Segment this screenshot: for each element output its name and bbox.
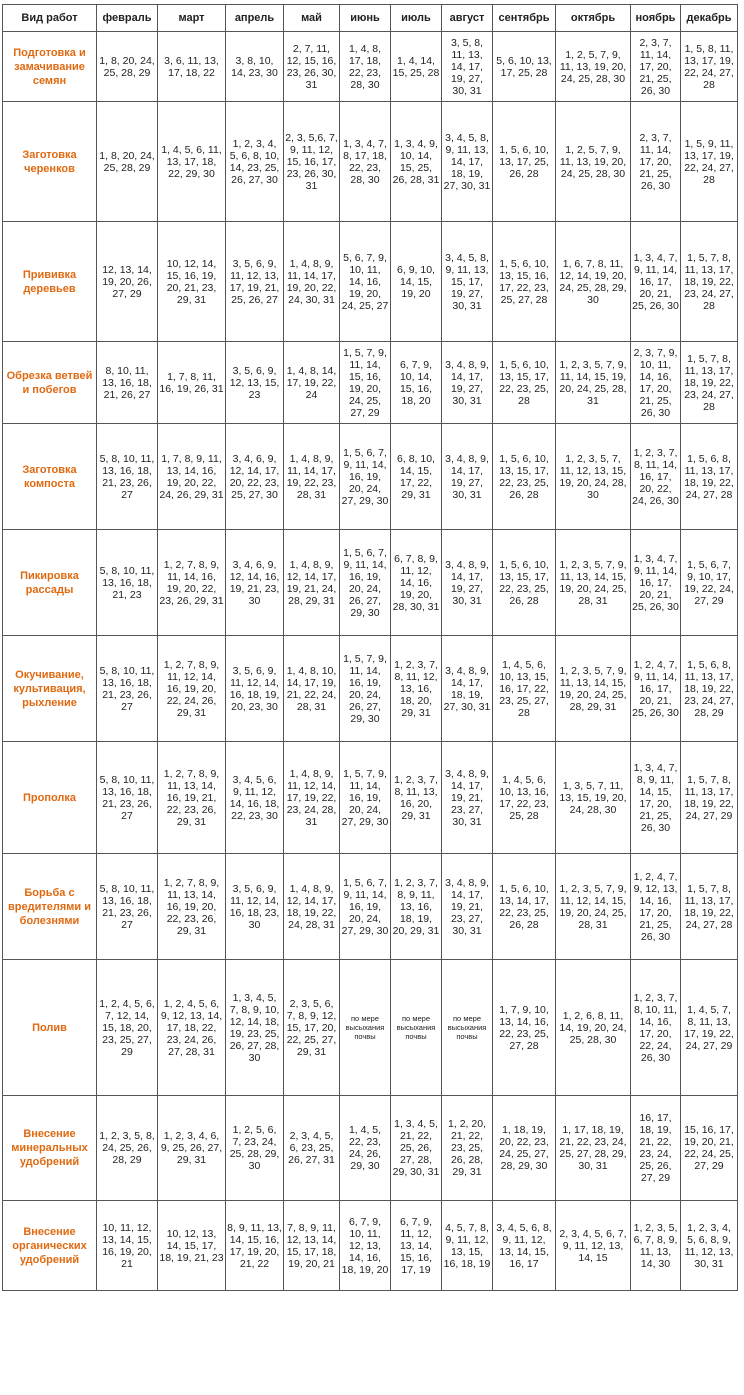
table-row (3, 636, 738, 742)
days-cell: 5, 8, 10, 11, 13, 16, 18, 21, 23, 26, 27 (97, 854, 158, 960)
days-cell: 1, 2, 7, 8, 9, 11, 12, 14, 16, 19, 20, 22, 24, 26, 29, 31 (158, 636, 226, 742)
header-cell: август (442, 5, 493, 32)
days-cell: 1, 4, 5, 22, 23, 24, 26, 29, 30 (340, 1096, 391, 1201)
days-cell: 1, 4, 14, 15, 25, 28 (391, 32, 442, 102)
days-cell: 15, 16, 17, 19, 20, 21, 22, 24, 25, 27, 29 (681, 1096, 738, 1201)
days-cell: 1, 3, 4, 7, 8, 17, 18, 22, 23, 28, 30 (340, 102, 391, 222)
days-cell: 5, 8, 10, 11, 13, 16, 18, 21, 23 (97, 530, 158, 636)
days-cell: 1, 7, 9, 10, 13, 14, 16, 22, 23, 25, 27, 28 (493, 960, 556, 1096)
table-row (3, 222, 738, 342)
work-type-cell: Пикировка рассады (3, 530, 97, 636)
header-cell: июнь (340, 5, 391, 32)
days-cell: 1, 2, 3, 5, 7, 9, 11, 13, 14, 15, 19, 20, 24, 25, 28, 29, 31 (556, 636, 631, 742)
days-cell: 6, 7, 9, 11, 12, 13, 14, 15, 16, 17, 19 (391, 1201, 442, 1291)
header-row (3, 5, 738, 32)
days-cell: 1, 4, 8, 9, 11, 12, 14, 17, 19, 22, 23, 24, 28, 31 (284, 742, 340, 854)
days-cell: 1, 5, 6, 7, 9, 10, 17, 19, 22, 24, 27, 29 (681, 530, 738, 636)
days-cell: 1, 2, 3, 5, 7, 9, 11, 12, 14, 15, 19, 20, 24, 25, 28, 31 (556, 854, 631, 960)
days-cell: 6, 8, 10, 14, 15, 17, 22, 29, 31 (391, 424, 442, 530)
days-cell: 1, 4, 8, 10, 14, 17, 19, 21, 22, 24, 28, 31 (284, 636, 340, 742)
days-cell: 1, 5, 6, 7, 9, 11, 14, 16, 19, 20, 24, 27, 29, 30 (340, 424, 391, 530)
table-row (3, 1201, 738, 1291)
days-cell: 1, 3, 4, 5, 21, 22, 25, 26, 27, 28, 29, 30, 31 (391, 1096, 442, 1201)
table-row (3, 960, 738, 1096)
days-cell: 8, 9, 11, 13, 14, 15, 16, 17, 19, 20, 21, 22 (226, 1201, 284, 1291)
days-cell: 1, 2, 5, 7, 9, 11, 13, 19, 20, 24, 25, 28, 30 (556, 102, 631, 222)
days-cell: 1, 2, 3, 4, 6, 9, 25, 26, 27, 29, 31 (158, 1096, 226, 1201)
days-cell: 1, 5, 6, 10, 13, 14, 17, 22, 23, 25, 26, 28 (493, 854, 556, 960)
days-cell: 1, 2, 3, 7, 8, 10, 11, 14, 16, 17, 20, 22, 24, 26, 30 (631, 960, 681, 1096)
days-cell: 1, 5, 7, 9, 11, 14, 15, 16, 19, 20, 24, 25, 27, 29 (340, 342, 391, 424)
days-cell: 4, 5, 7, 8, 9, 11, 12, 13, 15, 16, 18, 19 (442, 1201, 493, 1291)
days-cell: 7, 8, 9, 11, 12, 13, 14, 15, 17, 18, 19, 20, 21 (284, 1201, 340, 1291)
days-cell: 1, 5, 6, 10, 13, 15, 17, 22, 23, 25, 26, 28 (493, 424, 556, 530)
days-cell: 1, 5, 6, 10, 13, 15, 17, 22, 23, 25, 26, 28 (493, 530, 556, 636)
days-cell: 3, 4, 5, 6, 9, 11, 12, 14, 16, 18, 22, 23, 30 (226, 742, 284, 854)
days-cell: 1, 17, 18, 19, 21, 22, 23, 24, 25, 27, 28, 29, 30, 31 (556, 1096, 631, 1201)
days-cell: 6, 9, 10, 14, 15, 19, 20 (391, 222, 442, 342)
days-cell: 1, 2, 7, 8, 9, 11, 13, 14, 16, 19, 20, 22, 23, 26, 29, 31 (158, 854, 226, 960)
days-cell: 1, 3, 5, 7, 11, 13, 15, 19, 20, 24, 28, 30 (556, 742, 631, 854)
days-cell: по мере высыхания почвы (442, 960, 493, 1096)
days-cell: 1, 4, 8, 9, 12, 14, 17, 18, 19, 22, 24, 28, 31 (284, 854, 340, 960)
table-row (3, 102, 738, 222)
days-cell: 16, 17, 18, 19, 21, 22, 23, 24, 25, 26, 27, 29 (631, 1096, 681, 1201)
table-row (3, 424, 738, 530)
days-cell: 1, 3, 4, 9, 10, 14, 15, 25, 26, 28, 31 (391, 102, 442, 222)
table-row (3, 1096, 738, 1201)
work-type-cell: Заготовка компоста (3, 424, 97, 530)
days-cell: 2, 3, 7, 11, 14, 17, 20, 21, 25, 26, 30 (631, 102, 681, 222)
days-cell: 1, 5, 7, 8, 11, 13, 17, 18, 19, 22, 23, 24, 27, 28 (681, 342, 738, 424)
header-cell: февраль (97, 5, 158, 32)
days-cell: 3, 5, 8, 11, 13, 14, 17, 19, 27, 30, 31 (442, 32, 493, 102)
days-cell: 5, 8, 10, 11, 13, 16, 18, 21, 23, 26, 27 (97, 636, 158, 742)
days-cell: 3, 4, 8, 9, 14, 17, 19, 27, 30, 31 (442, 424, 493, 530)
days-cell: 5, 6, 10, 13, 17, 25, 28 (493, 32, 556, 102)
table-row (3, 854, 738, 960)
days-cell: 1, 2, 5, 6, 7, 23, 24, 25, 28, 29, 30 (226, 1096, 284, 1201)
table-row (3, 742, 738, 854)
days-cell: 1, 5, 6, 10, 13, 15, 16, 17, 22, 23, 25, 27, 28 (493, 222, 556, 342)
days-cell: 2, 3, 5, 6, 7, 8, 9, 12, 15, 17, 20, 22, 25, 27, 29, 31 (284, 960, 340, 1096)
days-cell: 1, 7, 8, 9, 11, 13, 14, 16, 19, 20, 22, 24, 26, 29, 31 (158, 424, 226, 530)
days-cell: 3, 4, 5, 6, 8, 9, 11, 12, 13, 14, 15, 16, 17 (493, 1201, 556, 1291)
days-cell: 2, 3, 5,6, 7, 9, 11, 12, 15, 16, 17, 23, 26, 30, 31 (284, 102, 340, 222)
days-cell: 1, 5, 6, 8, 11, 13, 17, 18, 19, 22, 23, 24, 27, 28, 29 (681, 636, 738, 742)
work-type-cell: Окучивание, культивация, рыхление (3, 636, 97, 742)
work-type-cell: Подготовка и замачивание семян (3, 32, 97, 102)
days-cell: 1, 4, 5, 6, 10, 13, 16, 17, 22, 23, 25, 28 (493, 742, 556, 854)
work-type-cell: Борьба с вредителями и болезнями (3, 854, 97, 960)
days-cell: 1, 5, 6, 10, 13, 15, 17, 22, 23, 25, 28 (493, 342, 556, 424)
days-cell: 1, 2, 3, 5, 6, 7, 8, 9, 11, 13, 14, 30 (631, 1201, 681, 1291)
days-cell: 1, 2, 3, 7, 8, 9, 11, 13, 16, 18, 19, 20, 29, 31 (391, 854, 442, 960)
days-cell: 10, 12, 13, 14, 15, 17, 18, 19, 21, 23 (158, 1201, 226, 1291)
days-cell: 2, 3, 4, 5, 6, 7, 9, 11, 12, 13, 14, 15 (556, 1201, 631, 1291)
days-cell: 1, 7, 8, 11, 16, 19, 26, 31 (158, 342, 226, 424)
days-cell: 6, 7, 9, 10, 14, 15, 16, 18, 20 (391, 342, 442, 424)
days-cell: 1, 2, 3, 5, 8, 24, 25, 26, 28, 29 (97, 1096, 158, 1201)
header-cell: октябрь (556, 5, 631, 32)
days-cell: 1, 5, 7, 9, 11, 14, 16, 19, 20, 24, 26, 27, 29, 30 (340, 636, 391, 742)
days-cell: 2, 3, 4, 5, 6, 23, 25, 26, 27, 31 (284, 1096, 340, 1201)
days-cell: 2, 3, 7, 9, 10, 11, 14, 16, 17, 20, 21, 25, 26, 30 (631, 342, 681, 424)
days-cell: 1, 2, 3, 5, 7, 11, 12, 13, 15, 19, 20, 24, 28, 30 (556, 424, 631, 530)
days-cell: 1, 3, 4, 5, 7, 8, 9, 10, 12, 14, 18, 19, 23, 25, 26, 27, 28, 30 (226, 960, 284, 1096)
table-row (3, 32, 738, 102)
days-cell: 3, 5, 6, 9, 11, 12, 13, 17, 19, 21, 25, 26, 27 (226, 222, 284, 342)
days-cell: 2, 3, 7, 11, 14, 17, 20, 21, 25, 26, 30 (631, 32, 681, 102)
work-type-cell: Заготовка черенков (3, 102, 97, 222)
days-cell: 3, 8, 10, 14, 23, 30 (226, 32, 284, 102)
header-cell: май (284, 5, 340, 32)
days-cell: 1, 4, 8, 9, 12, 14, 17, 19, 21, 24, 28, 29, 31 (284, 530, 340, 636)
days-cell: 1, 8, 20, 24, 25, 28, 29 (97, 102, 158, 222)
days-cell: 8, 10, 11, 13, 16, 18, 21, 26, 27 (97, 342, 158, 424)
days-cell: 1, 2, 7, 8, 9, 11, 14, 16, 19, 20, 22, 23, 26, 29, 31 (158, 530, 226, 636)
days-cell: 6, 7, 9, 10, 11, 12, 13, 14, 16, 18, 19, 20 (340, 1201, 391, 1291)
days-cell: 5, 8, 10, 11, 13, 16, 18, 21, 23, 26, 27 (97, 742, 158, 854)
days-cell: 1, 2, 5, 7, 9, 11, 13, 19, 20, 24, 25, 28, 30 (556, 32, 631, 102)
days-cell: 1, 2, 3, 5, 7, 9, 11, 13, 14, 15, 19, 20, 24, 25, 28, 31 (556, 530, 631, 636)
header-cell: сентябрь (493, 5, 556, 32)
header-cell: апрель (226, 5, 284, 32)
header-cell: Вид работ (3, 5, 97, 32)
days-cell: 3, 5, 6, 9, 12, 13, 15, 23 (226, 342, 284, 424)
days-cell: 1, 5, 7, 8, 11, 13, 17, 18, 19, 22, 24, 27, 29 (681, 742, 738, 854)
days-cell: 3, 5, 6, 9, 11, 12, 14, 16, 18, 19, 20, 23, 30 (226, 636, 284, 742)
days-cell: 12, 13, 14, 19, 20, 26, 27, 29 (97, 222, 158, 342)
days-cell: 3, 4, 8, 9, 14, 17, 19, 21, 23, 27, 30, 31 (442, 854, 493, 960)
work-type-cell: Внесение минеральных удобрений (3, 1096, 97, 1201)
days-cell: 1, 2, 3, 5, 7, 9, 11, 14, 15, 19, 20, 24, 25, 28, 31 (556, 342, 631, 424)
days-cell: 3, 4, 5, 8, 9, 11, 13, 15, 17, 19, 27, 30, 31 (442, 222, 493, 342)
days-cell: по мере высыхания почвы (340, 960, 391, 1096)
days-cell: 1, 5, 8, 11, 13, 17, 19, 22, 24, 27, 28 (681, 32, 738, 102)
days-cell: 5, 8, 10, 11, 13, 16, 18, 21, 23, 26, 27 (97, 424, 158, 530)
days-cell: 1, 2, 3, 7, 8, 11, 14, 16, 17, 20, 22, 24, 26, 30 (631, 424, 681, 530)
days-cell: 1, 2, 6, 8, 11, 14, 19, 20, 24, 25, 28, 30 (556, 960, 631, 1096)
days-cell: 1, 8, 20, 24, 25, 28, 29 (97, 32, 158, 102)
days-cell: 1, 4, 8, 9, 11, 14, 17, 19, 20, 22, 24, 30, 31 (284, 222, 340, 342)
days-cell: 1, 5, 7, 8, 11, 13, 17, 18, 19, 22, 24, 27, 28 (681, 854, 738, 960)
days-cell: 1, 4, 5, 7, 8, 11, 13, 17, 19, 22, 24, 27, 29 (681, 960, 738, 1096)
days-cell: 1, 2, 3, 7, 8, 11, 13, 16, 20, 29, 31 (391, 742, 442, 854)
lunar-calendar-table (2, 4, 738, 1291)
days-cell: 1, 2, 4, 5, 6, 9, 12, 13, 14, 17, 18, 22, 23, 24, 26, 27, 28, 31 (158, 960, 226, 1096)
days-cell: 1, 2, 20, 21, 22, 23, 25, 26, 28, 29, 31 (442, 1096, 493, 1201)
days-cell: 1, 5, 6, 7, 9, 11, 14, 16, 19, 20, 24, 27, 29, 30 (340, 854, 391, 960)
days-cell: 1, 2, 3, 4, 5, 6, 8, 9, 11, 12, 13, 30, 31 (681, 1201, 738, 1291)
days-cell: 3, 4, 8, 9, 14, 17, 19, 21, 23, 27, 30, 31 (442, 742, 493, 854)
days-cell: 1, 2, 4, 7, 9, 11, 14, 16, 17, 20, 21, 25, 26, 30 (631, 636, 681, 742)
days-cell: 3, 4, 8, 9, 14, 17, 19, 27, 30, 31 (442, 342, 493, 424)
work-type-cell: Внесение органических удобрений (3, 1201, 97, 1291)
days-cell: 1, 2, 3, 4, 5, 6, 8, 10, 14, 23, 25, 26, 27, 30 (226, 102, 284, 222)
days-cell: 3, 4, 6, 9, 12, 14, 17, 20, 22, 23, 25, 27, 30 (226, 424, 284, 530)
days-cell: 10, 11, 12, 13, 14, 15, 16, 19, 20, 21 (97, 1201, 158, 1291)
days-cell: 5, 6, 7, 9, 10, 11, 14, 16, 19, 20, 24, 25, 27 (340, 222, 391, 342)
days-cell: 1, 5, 6, 8, 11, 13, 17, 18, 19, 22, 24, 27, 28 (681, 424, 738, 530)
days-cell: 1, 4, 8, 14, 17, 19, 22, 24 (284, 342, 340, 424)
days-cell: 1, 2, 7, 8, 9, 11, 13, 14, 16, 19, 21, 22, 23, 26, 29, 31 (158, 742, 226, 854)
days-cell: 1, 5, 6, 10, 13, 17, 25, 26, 28 (493, 102, 556, 222)
days-cell: 3, 4, 6, 9, 12, 14, 16, 19, 21, 23, 30 (226, 530, 284, 636)
days-cell: 3, 4, 8, 9, 14, 17, 18, 19, 27, 30, 31 (442, 636, 493, 742)
days-cell: по мере высыхания почвы (391, 960, 442, 1096)
table-row (3, 530, 738, 636)
days-cell: 1, 5, 7, 8, 11, 13, 17, 18, 19, 22, 23, 24, 27, 28 (681, 222, 738, 342)
work-type-cell: Прививка деревьев (3, 222, 97, 342)
days-cell: 1, 3, 4, 7, 9, 11, 14, 16, 17, 20, 21, 25, 26, 30 (631, 222, 681, 342)
table-row (3, 342, 738, 424)
days-cell: 1, 18, 19, 20, 22, 23, 24, 25, 27, 28, 29, 30 (493, 1096, 556, 1201)
days-cell: 6, 7, 8, 9, 11, 12, 14, 16, 19, 20, 28, 30, 31 (391, 530, 442, 636)
days-cell: 1, 4, 8, 9, 11, 14, 17, 19, 22, 23, 28, 31 (284, 424, 340, 530)
days-cell: 1, 5, 6, 7, 9, 11, 14, 16, 19, 20, 24, 26, 27, 29, 30 (340, 530, 391, 636)
days-cell: 1, 4, 5, 6, 11, 13, 17, 18, 22, 29, 30 (158, 102, 226, 222)
days-cell: 3, 6, 11, 13, 17, 18, 22 (158, 32, 226, 102)
days-cell: 1, 2, 4, 5, 6, 7, 12, 14, 15, 18, 20, 23, 25, 27, 29 (97, 960, 158, 1096)
header-cell: март (158, 5, 226, 32)
days-cell: 3, 4, 5, 8, 9, 11, 13, 14, 17, 18, 19, 27, 30, 31 (442, 102, 493, 222)
days-cell: 1, 4, 8, 17, 18, 22, 23, 28, 30 (340, 32, 391, 102)
days-cell: 10, 12, 14, 15, 16, 19, 20, 21, 23, 29, 31 (158, 222, 226, 342)
days-cell: 1, 3, 4, 7, 9, 11, 14, 16, 17, 20, 21, 25, 26, 30 (631, 530, 681, 636)
days-cell: 3, 5, 6, 9, 11, 12, 14, 16, 18, 23, 30 (226, 854, 284, 960)
header-cell: ноябрь (631, 5, 681, 32)
days-cell: 1, 5, 7, 9, 11, 14, 16, 19, 20, 24, 27, 29, 30 (340, 742, 391, 854)
days-cell: 1, 4, 5, 6, 10, 13, 15, 16, 17, 22, 23, 25, 27, 28 (493, 636, 556, 742)
work-type-cell: Полив (3, 960, 97, 1096)
days-cell: 1, 6, 7, 8, 11, 12, 14, 19, 20, 24, 25, 28, 29, 30 (556, 222, 631, 342)
days-cell: 3, 4, 8, 9, 14, 17, 19, 27, 30, 31 (442, 530, 493, 636)
days-cell: 1, 5, 9, 11, 13, 17, 19, 22, 24, 27, 28 (681, 102, 738, 222)
days-cell: 1, 2, 4, 7, 9, 12, 13, 14, 16, 17, 20, 21, 25, 26, 30 (631, 854, 681, 960)
days-cell: 1, 2, 3, 7, 8, 11, 12, 13, 16, 18, 20, 29, 31 (391, 636, 442, 742)
days-cell: 1, 3, 4, 7, 8, 9, 11, 14, 15, 17, 20, 21, 25, 26, 30 (631, 742, 681, 854)
days-cell: 2, 7, 11, 12, 15, 16, 23, 26, 30, 31 (284, 32, 340, 102)
header-cell: июль (391, 5, 442, 32)
header-cell: декабрь (681, 5, 738, 32)
work-type-cell: Прополка (3, 742, 97, 854)
work-type-cell: Обрезка ветвей и побегов (3, 342, 97, 424)
